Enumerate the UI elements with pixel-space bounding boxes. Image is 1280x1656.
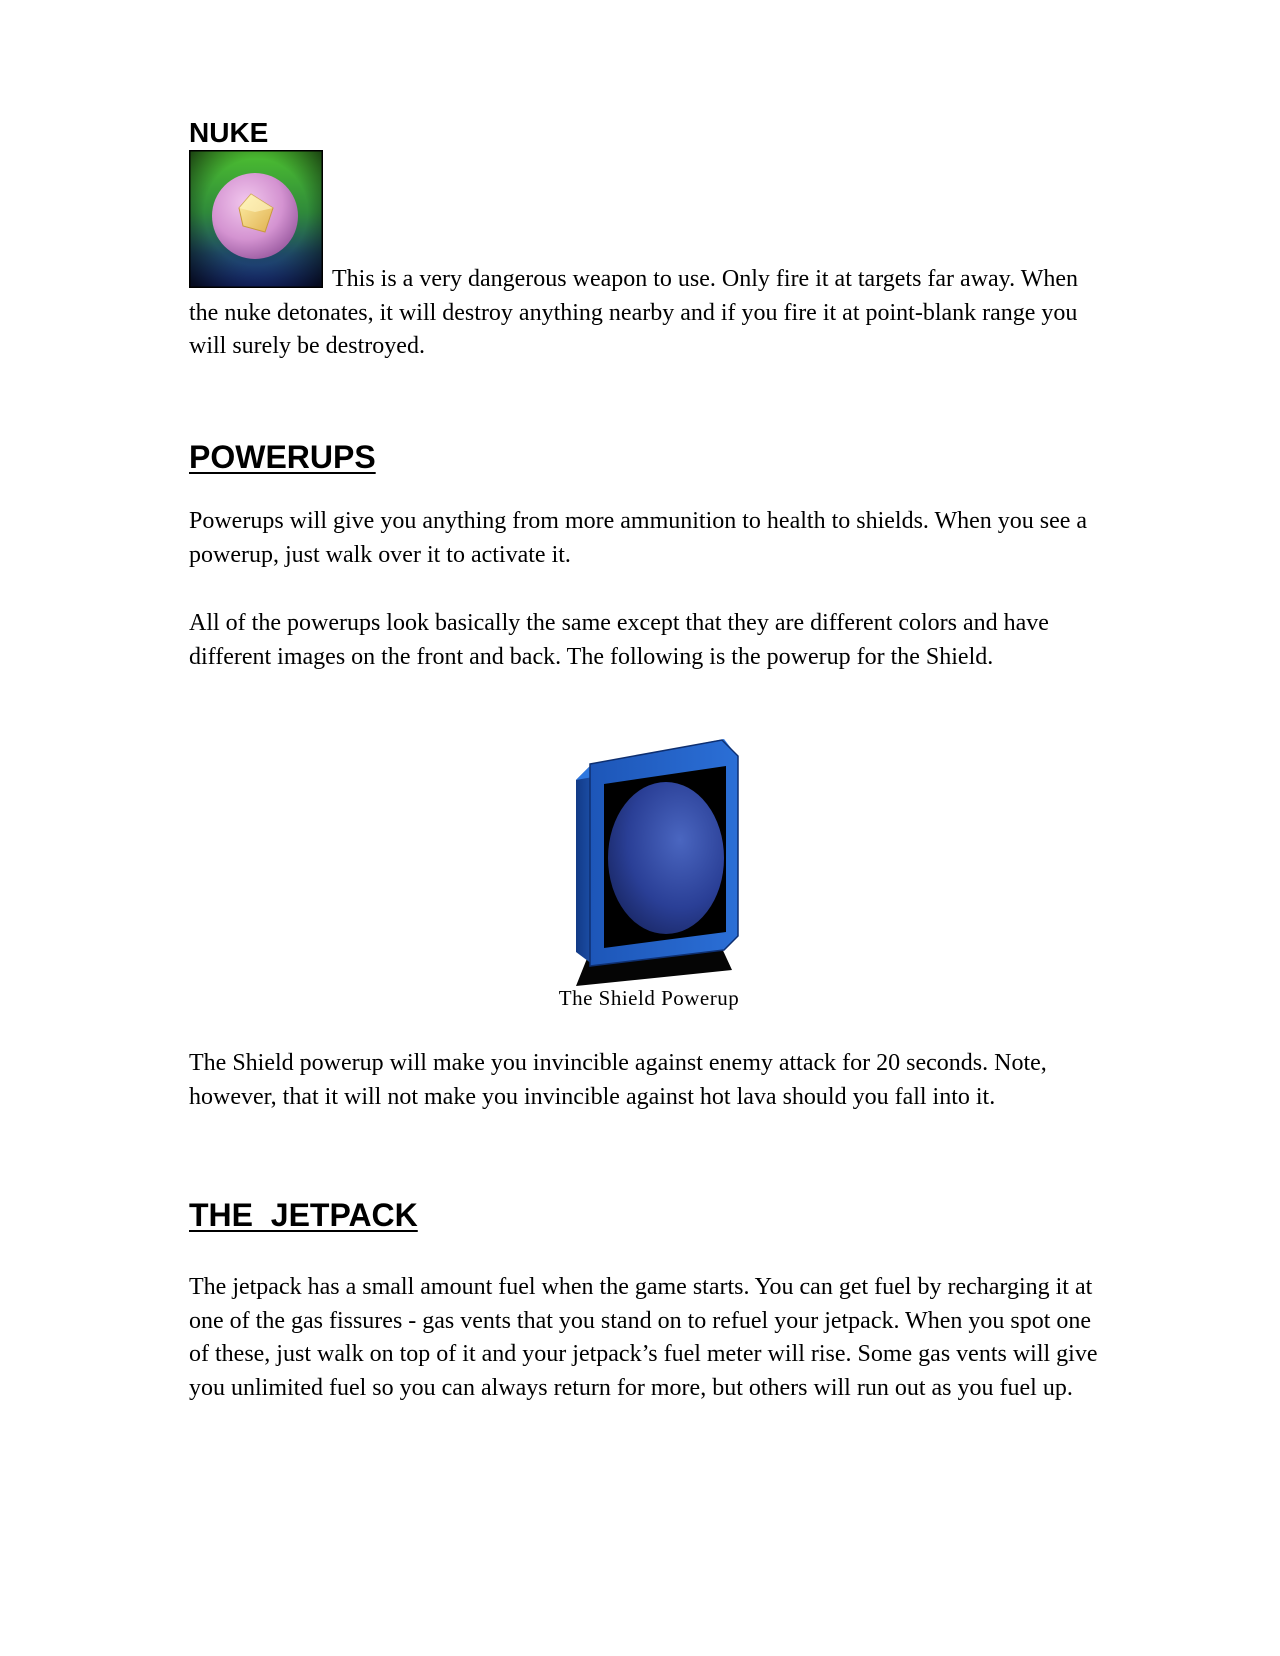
shield-powerup-icon (554, 734, 754, 989)
shield-description: The Shield powerup will make you invincible against enemy attack for 20 seconds. Note, however, that it will not make you invincible against hot lava should you fall into it. (189, 1050, 1047, 1110)
nuke-heading: NUKE (189, 117, 269, 148)
nuke-description: This is a very dangerous weapon to use. Only fire it at targets far away. When the nuke detonates, it will destroy anything nearby and if you fire it at point-blank range you will surely be destroyed. (189, 266, 1078, 359)
powerups-paragraph-2: All of the powerups look basically the same except that they are different colors and have different images on the front and back. The following is the powerup for the Shield. (189, 610, 1049, 670)
jetpack-heading: THE JETPACK (189, 1197, 418, 1233)
shield-powerup-caption: The Shield Powerup (558, 986, 740, 1010)
powerups-paragraph-1: Powerups will give you anything from more ammunition to health to shields. When you see a powerup, just walk over it to activate it. (189, 508, 1088, 568)
powerups-heading: POWERUPS (189, 439, 376, 475)
jetpack-description: The jetpack has a small amount fuel when the game starts. You can get fuel by recharging it at one of the gas fissures - gas vents that you stand on to refuel your jetpack. When you spot one of these, just walk on top of it and your jetpack’s fuel meter will rise. Some gas vents will give you unlimited fuel so you can always return for more, but others will run out as you fuel up. (189, 1274, 1098, 1401)
manual-page (189, 0, 1109, 1656)
